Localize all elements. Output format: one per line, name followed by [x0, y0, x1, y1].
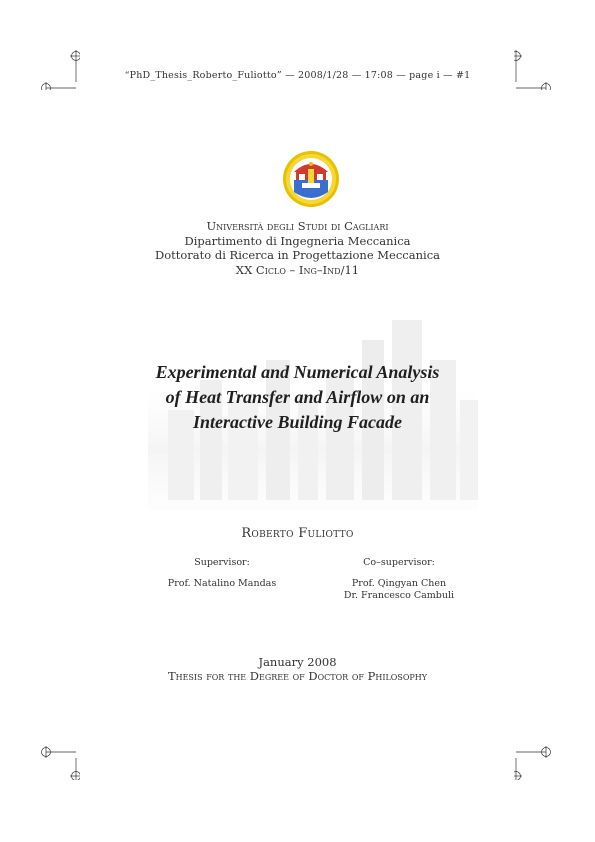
title-line-2: of Heat Transfer and Airflow on an [165, 387, 430, 407]
institution-block [0, 219, 595, 277]
supervisor-name: Prof. Natalino Mandas [167, 577, 277, 589]
running-header: “PhD_Thesis_Roberto_Fuliotto” — 2008/1/28 — 17:08 — page i — #1 [124, 70, 471, 81]
crop-mark-bottom-right-icon [514, 740, 554, 780]
author-name: Roberto Fuliotto [241, 526, 354, 541]
department-name: Dipartimento di Ingegneria Meccanica [184, 233, 411, 248]
supervisor-label: Supervisor: [194, 557, 250, 568]
supervisor-block [122, 557, 322, 590]
university-seal-icon [282, 150, 340, 208]
thesis-title [0, 360, 595, 435]
university-name: Università degli Studi di Cagliari [206, 219, 389, 233]
crop-mark-bottom-left-icon [40, 740, 80, 780]
footer-block [0, 655, 595, 683]
title-line-3: Interactive Building Facade [193, 412, 402, 432]
thesis-date: January 2008 [258, 655, 337, 669]
cycle-code: XX Ciclo – Ing–Ind/11 [235, 262, 360, 277]
cosupervisor-block [299, 557, 499, 603]
cosupervisor-name: Prof. Qingyan Chen [351, 577, 447, 589]
degree-statement: Thesis for the Degree of Doctor of Philosophy [167, 669, 428, 683]
doctorate-name: Dottorato di Ricerca in Progettazione Meccanica [155, 248, 440, 262]
cosupervisor-label: Co–supervisor: [363, 557, 435, 568]
title-line-1: Experimental and Numerical Analysis [155, 362, 440, 382]
cosupervisor-name: Dr. Francesco Cambuli [343, 590, 455, 601]
